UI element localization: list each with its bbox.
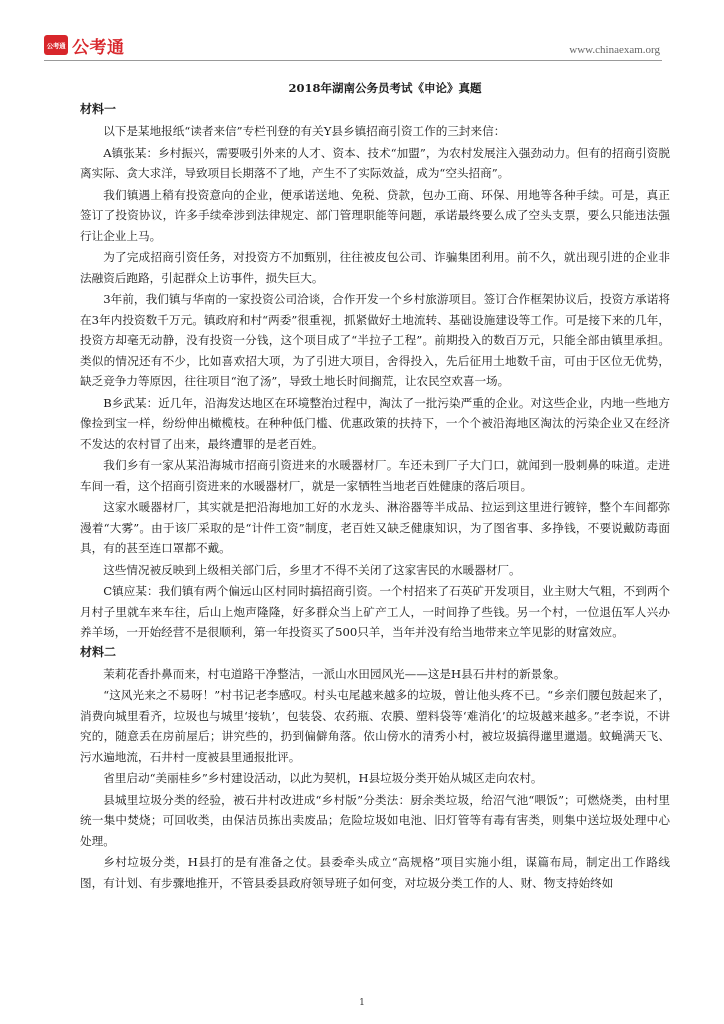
paragraph: 我们镇遇上稍有投资意向的企业，便承诺送地、免税、贷款，包办工商、环保、用地等各种手续。可是，真正签订了投资协议，许多手续牵涉到法律规定、部门管理职能等问题，承诺最终要么成了空头支票，要么只能违法强行让企业上马。 (80, 187, 670, 243)
paragraph: 茉莉花香扑鼻而来，村屯道路干净整洁，一派山水田园风光——这是H县石井村的新景象。 (103, 666, 566, 681)
paragraph: 省里启动“美丽桂乡”乡村建设活动，以此为契机，H县垃圾分类开始从城区走向农村。 (103, 771, 543, 785)
brand-logo (44, 34, 125, 56)
paragraph: “这风光来之不易呀！”村书记老李感叹。村头屯尾越来越多的垃圾，曾让他头疼不已。“乡亲们腰包鼓起来了，消费向城里看齐，垃圾也与城里‘接轨’，包装袋、农药瓶、农膜、塑料袋等‘难消化’的垃圾越来越多。”老李说，不讲究的，随意丢在房前屋后；讲究些的，扔到偏僻角落。依山傍水的清秀小村，被垃圾搞得邋里邋遢。蚊蝇满天飞、污水遍地流，石井村一度被县里通报批评。 (80, 688, 670, 764)
logo-mark-icon (44, 35, 68, 55)
paragraph: 这家水暖器材厂，其实就是把沿海地加工好的水龙头、淋浴器等半成品、拉运到这里进行镀锌，整个车间都弥漫着“大雾”。由于该厂采取的是“计件工资”制度，老百姓又缺乏健康知识，为了图省事、多挣钱，不要说戴防毒面具，有的甚至连口罩都不戴。 (80, 500, 670, 555)
section-heading-2: 材料二 (80, 644, 117, 659)
paragraph: A镇张某：乡村振兴，需要吸引外来的人才、资本、技术“加盟”，为农村发展注入强劲动力。但有的招商引资脱离实际、贪大求洋，导致项目长期落不了地，产生不了实际效益，成为“空头招商”。 (80, 145, 670, 180)
paragraph: C镇应某：我们镇有两个偏远山区村同时搞招商引资。一个村招来了石英矿开发项目，业主财大气粗，不到两个月村子里就车来车往，后山上炮声隆隆，好多群众当上矿产工人，一时间挣了些钱。另一个村，一位退伍军人兴办养羊场，一开始经营不是很顺利，第一年投资买了500只羊，当年并没有给当地带来立竿见影的财富效应。 (80, 584, 670, 639)
paragraph: 3年前，我们镇与华南的一家投资公司洽谈，合作开发一个乡村旅游项目。签订合作框架协议后，投资方承诺将在3年内投资数千万元。镇政府和村“两委”很重视，抓紧做好土地流转、基础设施建设等工作。可是接下来的几年，投资方却毫无动静，没有投资一分钱，这个项目成了“半拉子工程”。前期投入的数百万元，只能全部由镇里承担。类似的情况还有不少，比如喜欢招大项，为了引进大项目，舍得投入，先后征用土地数千亩，可由于区位无优势，缺乏竞争力等原因，往往项目“泡了汤”，导致土地长时间搁荒，让农民空欢喜一场。 (80, 292, 670, 388)
site-url: www.chinaexam.org (569, 44, 660, 56)
section-heading-1: 材料一 (80, 102, 117, 116)
logo-mark-text: 公考通 (46, 41, 66, 50)
paragraph: B乡武某：近几年，沿海发达地区在环境整治过程中，淘汰了一批污染严重的企业。对这些企业，内地一些地方像捡到宝一样，纷纷伸出橄榄枝。在种种低门槛、优惠政策的扶持下，一个个被沿海地区淘汰的污染企业又在经济不发达的农村冒了出来，最终遭罪的是老百姓。 (80, 395, 670, 451)
paragraph: 为了完成招商引资任务，对投资方不加甄别，往往被皮包公司、诈骗集团利用。前不久，就出现引进的企业非法融资后跑路，引起群众上访事件，损失巨大。 (80, 250, 670, 285)
page-header (0, 0, 724, 62)
paragraph: 乡村垃圾分类，H县打的是有准备之仗。县委牵头成立“高规格”项目实施小组，谋篇布局，制定出工作路线图，有计划、有步骤地推开，不管县委县政府领导班子如何变，对垃圾分类工作的人、财、物支持始终如 (80, 855, 670, 890)
paragraph: 以下是某地报纸“读者来信”专栏刊登的有关Y县乡镇招商引资工作的三封来信： (103, 124, 506, 138)
paragraph: 县城里垃圾分类的经验，被石井村改进成“乡村版”分类法：厨余类垃圾，给沼气池“喂饭”；可燃烧类，由村里统一集中焚烧；可回收类，由保洁员拣出卖废品；危险垃圾如电池、旧灯管等有毒有害类，则集中送垃圾处理中心处理。 (80, 792, 670, 848)
paragraph: 这些情况被反映到上级相关部门后，乡里才不得不关闭了这家害民的水暖器材厂。 (103, 562, 521, 577)
paragraph: 我们乡有一家从某沿海城市招商引资进来的水暖器材厂。车还未到厂子大门口，就闻到一股刺鼻的味道。走进车间一看，这个招商引资进来的水暖器材厂，就是一家牺牲当地老百姓健康的落后项目。 (80, 458, 670, 493)
logo-text: 公考通 (72, 37, 125, 58)
page-number: 1 (359, 998, 365, 1008)
document-title: 2018年湖南公务员考试《申论》真题 (288, 81, 482, 95)
document-body (80, 80, 670, 894)
header-divider (44, 60, 662, 61)
